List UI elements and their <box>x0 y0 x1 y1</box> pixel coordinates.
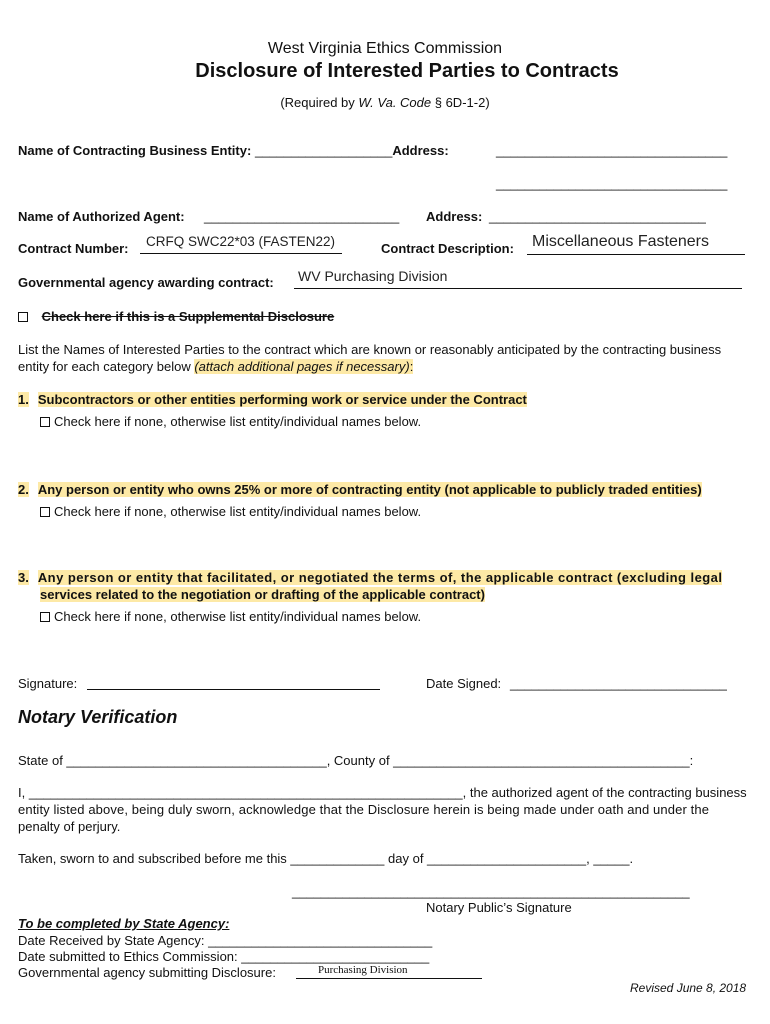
entity-label: Name of Contracting Business Entity: <box>18 143 252 158</box>
org-name: West Virginia Ethics Commission <box>267 40 503 57</box>
category-2-title: Any person or entity who owns 25% or more of contracting entity (not applicable to publicly traded entities) <box>37 482 702 497</box>
revised-date: Revised June 8, 2018 <box>630 981 747 995</box>
intro-line-2-text: entity for each category below <box>18 359 195 374</box>
date-received-row <box>18 933 432 948</box>
category-3-number: 3. <box>18 570 29 585</box>
awarding-agency-value[interactable]: WV Purchasing Division <box>298 268 448 284</box>
category-3-none-check[interactable] <box>40 609 421 624</box>
category-2-none-check[interactable] <box>40 504 421 519</box>
category-3-check-label: Check here if none, otherwise list entity/individual names below. <box>54 609 422 624</box>
notary-sworn-line[interactable]: Taken, sworn to and subscribed before me this _____________ day of ______________________, _____. <box>18 851 634 866</box>
category-1-checkbox[interactable] <box>40 417 50 427</box>
address-label: Address: <box>392 143 449 158</box>
statute-reference <box>0 95 770 110</box>
page-title: Disclosure of Interested Parties to Contracts <box>195 60 619 82</box>
date-received-label: Date Received by State Agency: <box>18 933 205 948</box>
agent-address-label: Address: <box>426 209 483 224</box>
date-received-field[interactable]: _______________________________ <box>208 933 433 948</box>
signature-label: Signature: <box>18 676 78 691</box>
agent-address-field[interactable]: ______________________________ <box>489 209 706 224</box>
category-3-heading-line-2 <box>40 587 485 602</box>
supplemental-label: Check here if this is a Supplemental Disclosure <box>41 309 335 324</box>
category-1-heading <box>18 392 527 407</box>
awarding-agency-label: Governmental agency awarding contract: <box>18 275 274 290</box>
supplemental-checkbox-row[interactable] <box>18 309 334 324</box>
category-3-heading <box>18 570 722 585</box>
category-3-title-line-2: services related to the negotiation or drafting of the applicable contract) <box>40 587 485 602</box>
notary-agent-name[interactable]: I, ____________________________________________________________, the authorized agent of the contracting business <box>18 785 747 800</box>
intro-colon: : <box>409 359 414 374</box>
agent-field[interactable]: ___________________________ <box>204 209 400 224</box>
category-2-heading <box>18 482 702 497</box>
notary-signature-field[interactable]: _______________________________________________________ <box>292 884 690 899</box>
state-agency-heading: To be completed by State Agency: <box>18 916 230 931</box>
notary-heading: Notary Verification <box>18 707 178 727</box>
entity-row <box>18 143 449 158</box>
category-2-check-label: Check here if none, otherwise list entity/individual names below. <box>54 504 422 519</box>
notary-signature-label: Notary Public’s Signature <box>426 900 572 915</box>
submitting-agency-label: Governmental agency submitting Disclosure: <box>18 965 276 980</box>
submitting-agency-value[interactable]: Purchasing Division <box>318 964 408 976</box>
entity-field[interactable]: ___________________ <box>254 143 393 158</box>
category-3-title-line-1: Any person or entity that facilitated, or negotiated the terms of, the applicable contract (excluding legal <box>37 570 723 585</box>
agent-label: Name of Authorized Agent: <box>18 209 185 224</box>
contract-description-value[interactable]: Miscellaneous Fasteners <box>532 233 709 250</box>
date-submitted-label: Date submitted to Ethics Commission: <box>18 949 238 964</box>
date-signed-field[interactable]: ______________________________ <box>510 676 727 691</box>
statute-prefix: (Required by <box>280 95 359 110</box>
date-submitted-field[interactable]: __________________________ <box>241 949 430 964</box>
notary-oath-line-2: penalty of perjury. <box>18 819 121 834</box>
category-1-number: 1. <box>18 392 29 407</box>
category-2-checkbox[interactable] <box>40 507 50 517</box>
contract-description-label: Contract Description: <box>381 241 514 256</box>
statute-suffix: § 6D-1-2) <box>431 95 490 110</box>
intro-line-2 <box>18 359 413 374</box>
statute-code: W. Va. Code <box>358 95 432 110</box>
supplemental-checkbox[interactable] <box>18 312 28 322</box>
category-1-check-label: Check here if none, otherwise list entity/individual names below. <box>54 414 422 429</box>
intro-line-1: List the Names of Interested Parties to the contract which are known or reasonably anticipated by the contracting business <box>18 342 722 357</box>
category-1-none-check[interactable] <box>40 414 421 429</box>
contract-number-value[interactable]: CRFQ SWC22*03 (FASTEN22) <box>146 234 336 249</box>
category-2-number: 2. <box>18 482 29 497</box>
intro-attach-note: (attach additional pages if necessary) <box>194 359 410 374</box>
category-3-checkbox[interactable] <box>40 612 50 622</box>
date-signed-label: Date Signed: <box>426 676 502 691</box>
date-submitted-row <box>18 949 429 964</box>
address-field-2[interactable]: ________________________________ <box>496 176 728 191</box>
notary-state-county[interactable]: State of ____________________________________, County of _________________________________________: <box>18 753 694 768</box>
signature-field[interactable] <box>87 689 380 690</box>
contract-number-label: Contract Number: <box>18 241 129 256</box>
address-field-1[interactable]: ________________________________ <box>496 143 728 158</box>
category-1-title: Subcontractors or other entities performing work or service under the Contract <box>37 392 527 407</box>
notary-oath-line-1: entity listed above, being duly sworn, acknowledge that the Disclosure herein is being made under oath and under the <box>18 802 710 817</box>
